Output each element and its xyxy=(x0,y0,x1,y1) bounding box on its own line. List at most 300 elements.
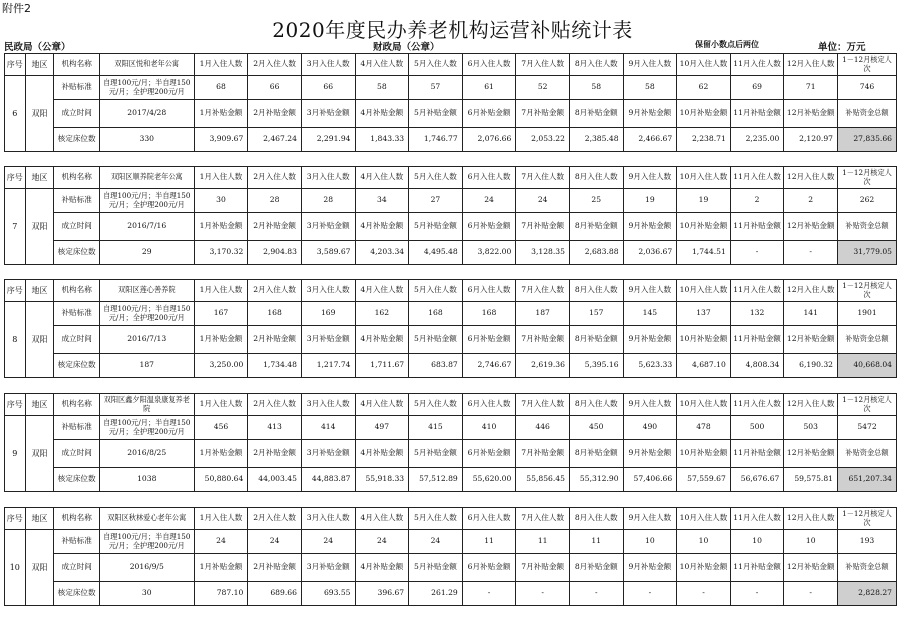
beds-label: 核定床位数 xyxy=(54,354,99,378)
amount-total-value: 40,668.04 xyxy=(838,354,897,378)
month-amount-header: 1月补贴金额 xyxy=(194,213,248,241)
attachment-label: 附件2 xyxy=(2,2,31,15)
region-value: 双阳 xyxy=(25,76,54,152)
month-amount-value: 683.87 xyxy=(409,354,463,378)
month-amount-value: 4,687.10 xyxy=(677,354,731,378)
total-people-header: 1－12月核定人次 xyxy=(838,394,897,416)
month-people-value: 145 xyxy=(623,302,677,326)
month-amount-value: - xyxy=(677,582,731,606)
month-amount-header: 2月补贴金额 xyxy=(248,100,302,128)
month-people-header: 3月入住人数 xyxy=(301,54,355,76)
month-amount-value: 1,711.67 xyxy=(355,354,409,378)
month-people-value: 141 xyxy=(784,302,838,326)
month-amount-header: 6月补贴金额 xyxy=(462,440,516,468)
month-amount-header: 9月补贴金额 xyxy=(623,213,677,241)
month-people-value: 10 xyxy=(623,530,677,554)
month-amount-value: 2,053.22 xyxy=(516,128,570,152)
month-people-value: 57 xyxy=(409,76,463,100)
month-amount-header: 5月补贴金额 xyxy=(409,440,463,468)
month-people-value: 66 xyxy=(248,76,302,100)
month-amount-header: 11月补贴金额 xyxy=(730,554,784,582)
month-amount-value: 55,856.45 xyxy=(516,468,570,492)
established-date: 2016/9/5 xyxy=(99,554,194,582)
month-amount-header: 4月补贴金额 xyxy=(355,100,409,128)
month-people-header: 1月入住人数 xyxy=(194,508,248,530)
month-people-value: 137 xyxy=(677,302,731,326)
month-people-value: 69 xyxy=(730,76,784,100)
month-people-header: 6月入住人数 xyxy=(462,167,516,189)
month-people-header: 11月入住人数 xyxy=(730,54,784,76)
month-amount-value: 2,076.66 xyxy=(462,128,516,152)
month-amount-value: 1,217.74 xyxy=(301,354,355,378)
month-people-value: 66 xyxy=(301,76,355,100)
month-people-value: 497 xyxy=(355,416,409,440)
month-amount-header: 6月补贴金额 xyxy=(462,326,516,354)
month-amount-value: 1,734.48 xyxy=(248,354,302,378)
month-people-value: 446 xyxy=(516,416,570,440)
month-people-value: 11 xyxy=(462,530,516,554)
month-amount-value: 2,467.24 xyxy=(248,128,302,152)
month-people-value: 24 xyxy=(301,530,355,554)
month-people-value: 25 xyxy=(569,189,623,213)
date-label: 成立时间 xyxy=(54,213,99,241)
month-amount-header: 10月补贴金额 xyxy=(677,100,731,128)
month-amount-header: 3月补贴金额 xyxy=(301,326,355,354)
month-people-header: 10月入住人数 xyxy=(677,167,731,189)
month-people-header: 2月入住人数 xyxy=(248,508,302,530)
month-people-header: 1月入住人数 xyxy=(194,280,248,302)
month-people-header: 6月入住人数 xyxy=(462,280,516,302)
month-amount-header: 11月补贴金额 xyxy=(730,100,784,128)
standard-label: 补贴标准 xyxy=(54,302,99,326)
month-people-value: 157 xyxy=(569,302,623,326)
month-people-header: 12月入住人数 xyxy=(784,54,838,76)
seq-value: 7 xyxy=(5,189,26,265)
page-title: 2020年度民办养老机构运营补贴统计表 xyxy=(272,18,633,42)
month-people-header: 12月入住人数 xyxy=(784,394,838,416)
month-people-value: 34 xyxy=(355,189,409,213)
total-amount-header: 补贴资金总额 xyxy=(838,440,897,468)
month-people-value: 10 xyxy=(677,530,731,554)
region-value: 双阳 xyxy=(25,302,54,378)
month-people-header: 8月入住人数 xyxy=(569,394,623,416)
date-label: 成立时间 xyxy=(54,554,99,582)
month-people-header: 7月入住人数 xyxy=(516,54,570,76)
month-people-header: 10月入住人数 xyxy=(677,394,731,416)
subsidy-block-7 xyxy=(4,166,897,265)
month-amount-value: 3,170.32 xyxy=(194,241,248,265)
month-people-value: 450 xyxy=(569,416,623,440)
month-people-value: 2 xyxy=(784,189,838,213)
month-amount-value: - xyxy=(516,582,570,606)
month-amount-header: 3月补贴金额 xyxy=(301,100,355,128)
left-authority-seal: 民政局（公章） xyxy=(4,42,71,53)
month-people-value: 11 xyxy=(516,530,570,554)
month-amount-value: 57,512.89 xyxy=(409,468,463,492)
standard-label: 补贴标准 xyxy=(54,189,99,213)
month-amount-header: 1月补贴金额 xyxy=(194,440,248,468)
region-header: 地区 xyxy=(25,167,54,189)
month-amount-header: 1月补贴金额 xyxy=(194,554,248,582)
month-amount-header: 12月补贴金额 xyxy=(784,213,838,241)
institution-name: 双阳区悦和老年公寓 xyxy=(99,54,194,76)
month-amount-value: 57,559.67 xyxy=(677,468,731,492)
month-amount-header: 2月补贴金额 xyxy=(248,326,302,354)
month-amount-header: 9月补贴金额 xyxy=(623,100,677,128)
month-people-header: 1月入住人数 xyxy=(194,54,248,76)
total-people-header: 1－12月核定人次 xyxy=(838,167,897,189)
beds-value: 30 xyxy=(99,582,194,606)
month-people-value: 68 xyxy=(194,76,248,100)
subsidy-standard: 自理100元/月；半自理150元/月；全护理200元/月 xyxy=(99,76,194,100)
month-people-header: 11月入住人数 xyxy=(730,508,784,530)
month-people-value: 413 xyxy=(248,416,302,440)
month-people-value: 10 xyxy=(784,530,838,554)
month-people-header: 1月入住人数 xyxy=(194,167,248,189)
month-people-value: 456 xyxy=(194,416,248,440)
month-amount-header: 4月补贴金额 xyxy=(355,440,409,468)
month-people-value: 167 xyxy=(194,302,248,326)
month-amount-header: 7月补贴金额 xyxy=(516,100,570,128)
people-total-value: 262 xyxy=(838,189,897,213)
total-amount-header: 补贴资金总额 xyxy=(838,213,897,241)
month-people-value: 503 xyxy=(784,416,838,440)
month-amount-header: 10月补贴金额 xyxy=(677,326,731,354)
month-people-value: 30 xyxy=(194,189,248,213)
month-amount-header: 7月补贴金额 xyxy=(516,213,570,241)
month-amount-value: 2,120.97 xyxy=(784,128,838,152)
month-amount-value: 2,746.67 xyxy=(462,354,516,378)
month-amount-value: 2,619.36 xyxy=(516,354,570,378)
beds-label: 核定床位数 xyxy=(54,582,99,606)
name-label: 机构名称 xyxy=(54,54,99,76)
month-amount-header: 6月补贴金额 xyxy=(462,213,516,241)
month-people-header: 10月入住人数 xyxy=(677,280,731,302)
month-amount-value: 689.66 xyxy=(248,582,302,606)
month-amount-value: 2,291.94 xyxy=(301,128,355,152)
month-amount-header: 3月补贴金额 xyxy=(301,440,355,468)
unit-label: 单位：万元 xyxy=(818,42,866,53)
month-people-header: 12月入住人数 xyxy=(784,508,838,530)
month-people-header: 12月入住人数 xyxy=(784,280,838,302)
month-people-value: 71 xyxy=(784,76,838,100)
month-people-header: 3月入住人数 xyxy=(301,394,355,416)
month-amount-value: 5,623.33 xyxy=(623,354,677,378)
region-value: 双阳 xyxy=(25,530,54,606)
month-people-header: 5月入住人数 xyxy=(409,508,463,530)
month-people-value: 19 xyxy=(623,189,677,213)
amount-total-value: 651,207.34 xyxy=(838,468,897,492)
month-people-value: 168 xyxy=(248,302,302,326)
month-people-value: 61 xyxy=(462,76,516,100)
amount-total-value: 27,835.66 xyxy=(838,128,897,152)
month-amount-value: 2,238.71 xyxy=(677,128,731,152)
region-header: 地区 xyxy=(25,54,54,76)
month-amount-header: 1月补贴金额 xyxy=(194,100,248,128)
month-amount-header: 6月补贴金额 xyxy=(462,100,516,128)
month-people-value: 24 xyxy=(194,530,248,554)
seq-value: 6 xyxy=(5,76,26,152)
month-people-value: 58 xyxy=(355,76,409,100)
beds-label: 核定床位数 xyxy=(54,241,99,265)
month-amount-header: 2月补贴金额 xyxy=(248,440,302,468)
month-people-value: 62 xyxy=(677,76,731,100)
month-people-header: 7月入住人数 xyxy=(516,167,570,189)
month-people-header: 12月入住人数 xyxy=(784,167,838,189)
month-amount-header: 2月补贴金额 xyxy=(248,554,302,582)
month-people-header: 6月入住人数 xyxy=(462,394,516,416)
month-amount-value: - xyxy=(730,582,784,606)
month-amount-header: 7月补贴金额 xyxy=(516,326,570,354)
month-amount-header: 12月补贴金额 xyxy=(784,100,838,128)
month-people-value: 410 xyxy=(462,416,516,440)
month-people-header: 11月入住人数 xyxy=(730,167,784,189)
date-label: 成立时间 xyxy=(54,440,99,468)
month-people-value: 415 xyxy=(409,416,463,440)
month-amount-header: 8月补贴金额 xyxy=(569,554,623,582)
month-people-header: 9月入住人数 xyxy=(623,280,677,302)
total-amount-header: 补贴资金总额 xyxy=(838,326,897,354)
month-people-value: 168 xyxy=(409,302,463,326)
month-people-value: 169 xyxy=(301,302,355,326)
subsidy-block-8 xyxy=(4,279,897,378)
date-label: 成立时间 xyxy=(54,100,99,128)
month-amount-header: 8月补贴金额 xyxy=(569,100,623,128)
month-amount-header: 9月补贴金额 xyxy=(623,554,677,582)
people-total-value: 193 xyxy=(838,530,897,554)
month-people-value: 24 xyxy=(355,530,409,554)
month-people-value: 132 xyxy=(730,302,784,326)
month-people-value: 58 xyxy=(569,76,623,100)
subsidy-standard: 自理100元/月；半自理150元/月；全护理200元/月 xyxy=(99,416,194,440)
month-people-header: 11月入住人数 xyxy=(730,280,784,302)
month-amount-value: 50,880.64 xyxy=(194,468,248,492)
institution-name: 双阳区鑫夕阳温泉康复养老院 xyxy=(99,394,194,416)
beds-value: 29 xyxy=(99,241,194,265)
month-amount-header: 7月补贴金额 xyxy=(516,554,570,582)
month-people-header: 3月入住人数 xyxy=(301,280,355,302)
month-people-header: 9月入住人数 xyxy=(623,167,677,189)
month-people-value: 27 xyxy=(409,189,463,213)
month-people-header: 7月入住人数 xyxy=(516,394,570,416)
month-amount-value: 3,589.67 xyxy=(301,241,355,265)
month-amount-header: 4月补贴金额 xyxy=(355,213,409,241)
month-amount-value: 1,744.51 xyxy=(677,241,731,265)
month-people-header: 2月入住人数 xyxy=(248,394,302,416)
month-people-value: 187 xyxy=(516,302,570,326)
subsidy-block-10 xyxy=(4,507,897,606)
month-amount-value: 56,676.67 xyxy=(730,468,784,492)
total-amount-header: 补贴资金总额 xyxy=(838,554,897,582)
month-amount-value: 261.29 xyxy=(409,582,463,606)
precision-note: 保留小数点后两位 xyxy=(695,39,759,49)
subsidy-standard: 自理100元/月；半自理150元/月；全护理200元/月 xyxy=(99,530,194,554)
month-people-value: 162 xyxy=(355,302,409,326)
month-amount-header: 12月补贴金额 xyxy=(784,326,838,354)
seq-value: 9 xyxy=(5,416,26,492)
month-amount-header: 8月补贴金额 xyxy=(569,326,623,354)
month-amount-value: 44,003.45 xyxy=(248,468,302,492)
month-amount-header: 6月补贴金额 xyxy=(462,554,516,582)
month-amount-header: 5月补贴金额 xyxy=(409,100,463,128)
total-amount-header: 补贴资金总额 xyxy=(838,100,897,128)
month-people-header: 5月入住人数 xyxy=(409,167,463,189)
month-amount-value: - xyxy=(784,241,838,265)
month-people-header: 11月入住人数 xyxy=(730,394,784,416)
beds-label: 核定床位数 xyxy=(54,468,99,492)
month-people-header: 8月入住人数 xyxy=(569,167,623,189)
month-amount-header: 4月补贴金额 xyxy=(355,326,409,354)
people-total-value: 746 xyxy=(838,76,897,100)
month-people-header: 2月入住人数 xyxy=(248,280,302,302)
amount-total-value: 31,779.05 xyxy=(838,241,897,265)
month-amount-value: 59,575.81 xyxy=(784,468,838,492)
month-amount-value: 4,203.34 xyxy=(355,241,409,265)
month-amount-value: 57,406.66 xyxy=(623,468,677,492)
month-amount-value: 3,822.00 xyxy=(462,241,516,265)
month-people-header: 5月入住人数 xyxy=(409,394,463,416)
standard-label: 补贴标准 xyxy=(54,76,99,100)
month-people-header: 8月入住人数 xyxy=(569,280,623,302)
month-people-value: 500 xyxy=(730,416,784,440)
seq-header: 序号 xyxy=(5,508,26,530)
beds-value: 187 xyxy=(99,354,194,378)
month-amount-header: 7月补贴金额 xyxy=(516,440,570,468)
established-date: 2016/7/13 xyxy=(99,326,194,354)
month-amount-value: 1,746.77 xyxy=(409,128,463,152)
established-date: 2016/8/25 xyxy=(99,440,194,468)
seq-header: 序号 xyxy=(5,54,26,76)
month-people-header: 6月入住人数 xyxy=(462,508,516,530)
month-amount-header: 11月补贴金额 xyxy=(730,326,784,354)
month-people-header: 8月入住人数 xyxy=(569,508,623,530)
region-value: 双阳 xyxy=(25,189,54,265)
month-people-value: 478 xyxy=(677,416,731,440)
seq-header: 序号 xyxy=(5,167,26,189)
name-label: 机构名称 xyxy=(54,167,99,189)
month-amount-header: 10月补贴金额 xyxy=(677,440,731,468)
region-header: 地区 xyxy=(25,508,54,530)
month-people-header: 8月入住人数 xyxy=(569,54,623,76)
institution-name: 双阳区莲心善养院 xyxy=(99,280,194,302)
month-amount-value: - xyxy=(784,582,838,606)
month-amount-value: 55,620.00 xyxy=(462,468,516,492)
month-amount-value: 2,235.00 xyxy=(730,128,784,152)
people-total-value: 1901 xyxy=(838,302,897,326)
name-label: 机构名称 xyxy=(54,280,99,302)
subsidy-standard: 自理100元/月；半自理150元/月；全护理200元/月 xyxy=(99,189,194,213)
month-amount-header: 2月补贴金额 xyxy=(248,213,302,241)
month-people-header: 1月入住人数 xyxy=(194,394,248,416)
subsidy-block-6 xyxy=(4,53,897,152)
month-people-header: 7月入住人数 xyxy=(516,280,570,302)
month-people-header: 3月入住人数 xyxy=(301,167,355,189)
month-amount-header: 9月补贴金额 xyxy=(623,326,677,354)
month-people-header: 9月入住人数 xyxy=(623,394,677,416)
subsidy-standard: 自理100元/月；半自理150元/月；全护理200元/月 xyxy=(99,302,194,326)
month-people-header: 5月入住人数 xyxy=(409,280,463,302)
month-amount-value: 3,128.35 xyxy=(516,241,570,265)
date-label: 成立时间 xyxy=(54,326,99,354)
month-people-header: 10月入住人数 xyxy=(677,54,731,76)
standard-label: 补贴标准 xyxy=(54,416,99,440)
month-people-header: 9月入住人数 xyxy=(623,54,677,76)
month-people-value: 2 xyxy=(730,189,784,213)
region-value: 双阳 xyxy=(25,416,54,492)
month-amount-value: 3,250.00 xyxy=(194,354,248,378)
month-amount-header: 8月补贴金额 xyxy=(569,213,623,241)
established-date: 2016/7/16 xyxy=(99,213,194,241)
month-people-value: 24 xyxy=(462,189,516,213)
seq-value: 10 xyxy=(5,530,26,606)
month-people-value: 10 xyxy=(730,530,784,554)
month-people-value: 490 xyxy=(623,416,677,440)
month-amount-value: 396.67 xyxy=(355,582,409,606)
month-people-value: 24 xyxy=(248,530,302,554)
month-amount-value: - xyxy=(569,582,623,606)
name-label: 机构名称 xyxy=(54,394,99,416)
month-amount-value: 2,683.88 xyxy=(569,241,623,265)
month-amount-header: 5月补贴金额 xyxy=(409,213,463,241)
month-people-header: 4月入住人数 xyxy=(355,394,409,416)
month-amount-value: 55,312.90 xyxy=(569,468,623,492)
month-amount-header: 4月补贴金额 xyxy=(355,554,409,582)
month-amount-value: 4,495.48 xyxy=(409,241,463,265)
month-amount-header: 5月补贴金额 xyxy=(409,554,463,582)
month-amount-header: 9月补贴金额 xyxy=(623,440,677,468)
month-amount-value: 2,904.83 xyxy=(248,241,302,265)
month-amount-value: 44,883.87 xyxy=(301,468,355,492)
month-amount-value: - xyxy=(462,582,516,606)
mid-authority-seal: 财政局（公章） xyxy=(373,42,440,53)
month-amount-value: 5,395.16 xyxy=(569,354,623,378)
month-people-header: 9月入住人数 xyxy=(623,508,677,530)
total-people-header: 1－12月核定人次 xyxy=(838,280,897,302)
month-people-value: 58 xyxy=(623,76,677,100)
total-people-header: 1－12月核定人次 xyxy=(838,54,897,76)
month-amount-header: 5月补贴金额 xyxy=(409,326,463,354)
month-people-header: 10月入住人数 xyxy=(677,508,731,530)
month-amount-value: - xyxy=(730,241,784,265)
month-people-header: 4月入住人数 xyxy=(355,54,409,76)
month-people-header: 6月入住人数 xyxy=(462,54,516,76)
month-amount-value: 2,385.48 xyxy=(569,128,623,152)
month-people-header: 5月入住人数 xyxy=(409,54,463,76)
month-amount-header: 3月补贴金额 xyxy=(301,554,355,582)
month-amount-value: 2,466.67 xyxy=(623,128,677,152)
month-amount-value: 3,909.67 xyxy=(194,128,248,152)
month-amount-value: 4,808.34 xyxy=(730,354,784,378)
month-people-value: 19 xyxy=(677,189,731,213)
beds-value: 1038 xyxy=(99,468,194,492)
month-people-header: 4月入住人数 xyxy=(355,508,409,530)
month-amount-header: 11月补贴金额 xyxy=(730,440,784,468)
month-amount-header: 12月补贴金额 xyxy=(784,440,838,468)
beds-value: 330 xyxy=(99,128,194,152)
month-people-header: 2月入住人数 xyxy=(248,54,302,76)
people-total-value: 5472 xyxy=(838,416,897,440)
name-label: 机构名称 xyxy=(54,508,99,530)
subsidy-block-9 xyxy=(4,393,897,492)
region-header: 地区 xyxy=(25,280,54,302)
month-people-header: 4月入住人数 xyxy=(355,280,409,302)
month-amount-header: 1月补贴金额 xyxy=(194,326,248,354)
month-amount-header: 10月补贴金额 xyxy=(677,554,731,582)
beds-label: 核定床位数 xyxy=(54,128,99,152)
month-amount-value: 693.55 xyxy=(301,582,355,606)
month-amount-value: 1,843.33 xyxy=(355,128,409,152)
month-amount-header: 8月补贴金额 xyxy=(569,440,623,468)
